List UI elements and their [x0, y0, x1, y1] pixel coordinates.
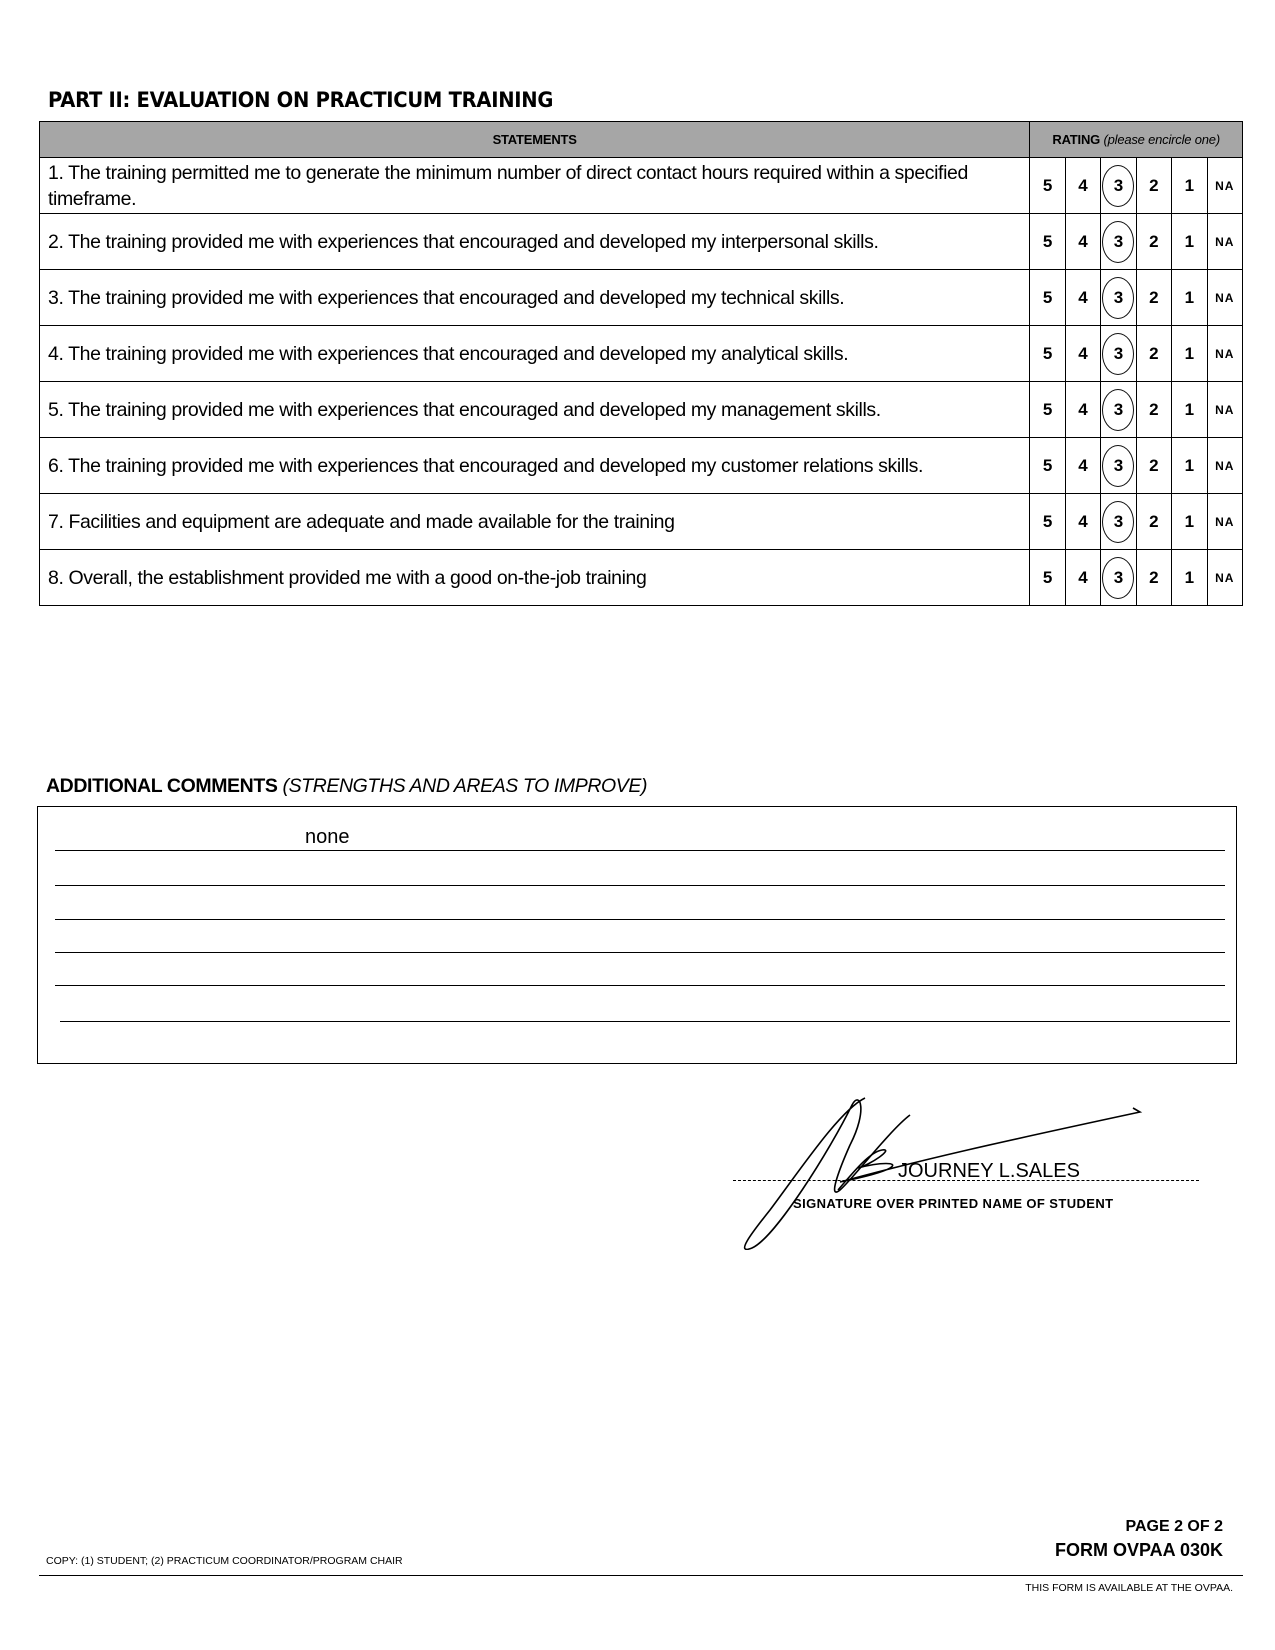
comments-heading [46, 775, 647, 798]
rating-value: NA [1215, 290, 1235, 305]
encircled-rating: 3 [1102, 165, 1134, 207]
table-row [40, 494, 1243, 550]
comment-line [60, 1021, 1230, 1022]
table-row [40, 550, 1243, 606]
comments-heading-subtitle: (STRENGTHS AND AREAS TO IMPROVE) [282, 775, 648, 797]
rating-value: 2 [1149, 175, 1159, 195]
statements-header: STATEMENTS [40, 122, 1030, 158]
rating-option-4[interactable] [1065, 438, 1100, 494]
rating-value: 1 [1184, 567, 1195, 587]
statement-text: 5. The training provided me with experiences that encouraged and developed my management skills. [40, 382, 1030, 438]
statement-text: 2. The training provided me with experiences that encouraged and developed my interpersonal skills. [40, 214, 1030, 270]
rating-option-1[interactable] [1172, 550, 1207, 606]
rating-option-1[interactable] [1172, 382, 1207, 438]
rating-value: 4 [1078, 511, 1088, 531]
rating-value: 4 [1078, 343, 1088, 363]
statement-text: 8. Overall, the establishment provided me with a good on-the-job training [40, 550, 1030, 606]
rating-value: 2 [1149, 343, 1159, 363]
rating-option-4[interactable] [1065, 214, 1100, 270]
evaluation-rows [40, 158, 1243, 606]
rating-value: 5 [1042, 455, 1053, 475]
rating-option-2[interactable] [1136, 326, 1171, 382]
rating-value: 5 [1042, 343, 1053, 363]
rating-option-3[interactable] [1101, 382, 1136, 438]
comment-line [55, 850, 1225, 851]
table-row [40, 158, 1243, 214]
rating-option-5[interactable] [1030, 214, 1065, 270]
rating-value: 2 [1149, 567, 1159, 587]
table-row [40, 270, 1243, 326]
footer-divider [39, 1575, 1243, 1576]
rating-option-2[interactable] [1136, 158, 1171, 214]
rating-option-4[interactable] [1065, 158, 1100, 214]
rating-value: 4 [1078, 231, 1088, 251]
rating-value: NA [1215, 346, 1235, 361]
rating-value: 4 [1078, 455, 1088, 475]
rating-option-3[interactable] [1101, 326, 1136, 382]
statement-text: 7. Facilities and equipment are adequate and made available for the training [40, 494, 1030, 550]
rating-option-3[interactable] [1101, 158, 1136, 214]
rating-option-na[interactable] [1207, 382, 1242, 438]
rating-option-4[interactable] [1065, 326, 1100, 382]
rating-option-3[interactable] [1101, 214, 1136, 270]
rating-option-na[interactable] [1207, 270, 1242, 326]
table-row [40, 214, 1243, 270]
rating-value: 1 [1184, 455, 1195, 475]
encircled-rating: 3 [1102, 277, 1134, 319]
rating-option-5[interactable] [1030, 382, 1065, 438]
rating-value: 5 [1042, 511, 1053, 531]
rating-value: 5 [1042, 399, 1053, 419]
rating-value: 1 [1184, 511, 1195, 531]
rating-option-4[interactable] [1065, 550, 1100, 606]
rating-option-5[interactable] [1030, 550, 1065, 606]
part-title: PART II: EVALUATION ON PRACTICUM TRAINING [48, 88, 554, 112]
rating-option-5[interactable] [1030, 326, 1065, 382]
rating-option-3[interactable] [1101, 550, 1136, 606]
rating-option-na[interactable] [1207, 550, 1242, 606]
rating-option-na[interactable] [1207, 494, 1242, 550]
rating-option-2[interactable] [1136, 494, 1171, 550]
rating-option-1[interactable] [1172, 326, 1207, 382]
comment-text: none [305, 826, 350, 848]
table-header-row [40, 122, 1243, 158]
rating-value: NA [1215, 514, 1235, 529]
rating-option-1[interactable] [1172, 214, 1207, 270]
rating-value: 2 [1149, 455, 1159, 475]
encircled-rating: 3 [1102, 501, 1134, 543]
rating-option-2[interactable] [1136, 550, 1171, 606]
rating-header [1030, 122, 1243, 158]
rating-value: 5 [1042, 287, 1053, 307]
rating-option-na[interactable] [1207, 326, 1242, 382]
rating-option-4[interactable] [1065, 382, 1100, 438]
rating-value: 4 [1078, 175, 1088, 195]
rating-value: 5 [1042, 567, 1053, 587]
rating-option-1[interactable] [1172, 438, 1207, 494]
statement-text: 3. The training provided me with experiences that encouraged and developed my technical skills. [40, 270, 1030, 326]
rating-value: 1 [1184, 287, 1195, 307]
rating-header-hint: (please encircle one) [1103, 132, 1220, 147]
comments-box[interactable] [37, 806, 1237, 1064]
rating-value: 2 [1149, 399, 1159, 419]
table-row [40, 438, 1243, 494]
rating-value: 1 [1184, 343, 1195, 363]
rating-option-1[interactable] [1172, 158, 1207, 214]
rating-value: 1 [1184, 399, 1195, 419]
table-row [40, 382, 1243, 438]
table-row [40, 326, 1243, 382]
evaluation-table [39, 121, 1243, 606]
rating-value: 5 [1042, 175, 1053, 195]
rating-value: 4 [1078, 399, 1088, 419]
rating-option-2[interactable] [1136, 382, 1171, 438]
rating-option-2[interactable] [1136, 214, 1171, 270]
rating-option-3[interactable] [1101, 438, 1136, 494]
rating-option-1[interactable] [1172, 494, 1207, 550]
signature-line [733, 1180, 1199, 1181]
rating-option-3[interactable] [1101, 270, 1136, 326]
rating-value: NA [1215, 570, 1235, 585]
rating-option-1[interactable] [1172, 270, 1207, 326]
rating-option-2[interactable] [1136, 270, 1171, 326]
rating-value: 2 [1149, 231, 1159, 251]
rating-value: 1 [1184, 231, 1195, 251]
rating-option-na[interactable] [1207, 158, 1242, 214]
page-number: PAGE 2 OF 2 [1125, 1518, 1223, 1535]
copy-note: COPY: (1) STUDENT; (2) PRACTICUM COORDINATOR/PROGRAM CHAIR [46, 1555, 403, 1567]
encircled-rating: 3 [1102, 445, 1134, 487]
rating-value: 5 [1042, 231, 1053, 251]
rating-option-5[interactable] [1030, 158, 1065, 214]
encircled-rating: 3 [1102, 389, 1134, 431]
signature-caption: SIGNATURE OVER PRINTED NAME OF STUDENT [793, 1196, 1114, 1211]
rating-option-5[interactable] [1030, 270, 1065, 326]
comment-line [55, 985, 1225, 986]
rating-option-5[interactable] [1030, 438, 1065, 494]
encircled-rating: 3 [1102, 557, 1134, 599]
comment-line [55, 919, 1225, 920]
statement-text: 1. The training permitted me to generate the minimum number of direct contact hours required within a specified timeframe. [40, 158, 1030, 214]
rating-value: 2 [1149, 511, 1159, 531]
rating-option-4[interactable] [1065, 494, 1100, 550]
rating-value: 1 [1184, 175, 1195, 195]
rating-value: NA [1215, 234, 1235, 249]
form-code: FORM OVPAA 030K [1054, 1540, 1223, 1560]
rating-option-4[interactable] [1065, 270, 1100, 326]
rating-value: NA [1215, 178, 1235, 193]
rating-value: 2 [1149, 287, 1159, 307]
rating-value: 4 [1078, 287, 1088, 307]
rating-value: NA [1215, 402, 1235, 417]
rating-header-label: RATING [1052, 132, 1101, 147]
rating-option-3[interactable] [1101, 494, 1136, 550]
encircled-rating: 3 [1102, 221, 1134, 263]
encircled-rating: 3 [1102, 333, 1134, 375]
rating-option-na[interactable] [1207, 438, 1242, 494]
comment-line [55, 952, 1225, 953]
student-name: JOURNEY L.SALES [898, 1160, 1080, 1182]
statement-text: 4. The training provided me with experiences that encouraged and developed my analytical skills. [40, 326, 1030, 382]
rating-option-5[interactable] [1030, 494, 1065, 550]
statement-text: 6. The training provided me with experiences that encouraged and developed my customer relations skills. [40, 438, 1030, 494]
rating-option-na[interactable] [1207, 214, 1242, 270]
rating-value: 4 [1078, 567, 1088, 587]
rating-option-2[interactable] [1136, 438, 1171, 494]
rating-value: NA [1215, 458, 1235, 473]
comments-heading-title: ADDITIONAL COMMENTS [46, 775, 278, 797]
availability-note: THIS FORM IS AVAILABLE AT THE OVPAA. [1025, 1582, 1233, 1594]
comment-line [55, 885, 1225, 886]
